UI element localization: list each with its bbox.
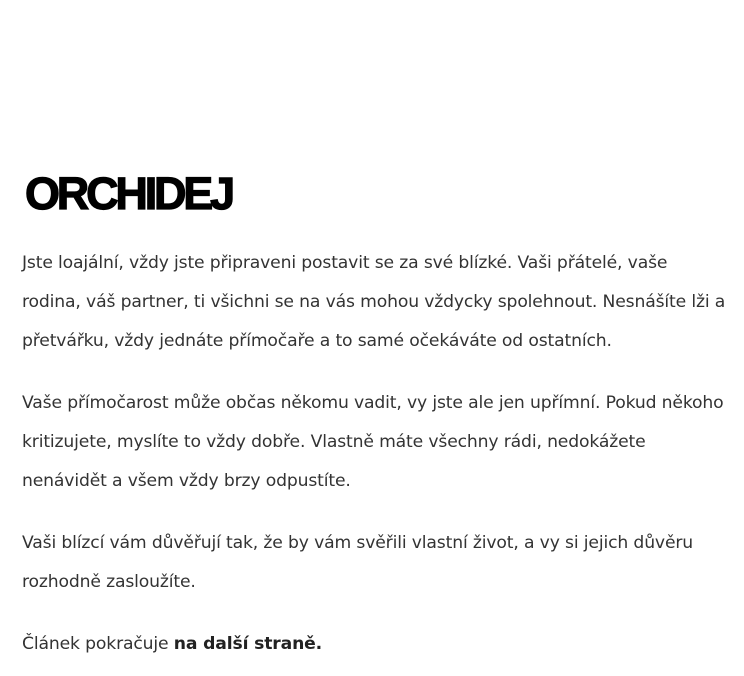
article-paragraph-3: Vaši blízcí vám důvěřují tak, že by vám svěřili vlastní život, a vy si jejich důvěru rozhodně zasloužíte. bbox=[22, 533, 694, 592]
article-content bbox=[22, 168, 726, 664]
article-paragraph-1: Jste loajální, vždy jste připraveni postavit se za své blízké. Vaši přátelé, vaše rodina, váš partner, ti všichni se na vás mohou vždycky spolehnout. Nesnášíte lži a přetvářku, vždy jednáte přímočaře a to samé očekáváte od ostatních. bbox=[22, 253, 726, 351]
continuation-text: Článek pokračuje bbox=[22, 634, 174, 654]
next-page-link-text: na další straně. bbox=[173, 634, 323, 654]
continuation-paragraph bbox=[22, 625, 726, 664]
article-heading: ORCHIDEJ bbox=[25, 168, 232, 219]
article-paragraph-2: Vaše přímočarost může občas někomu vadit, vy jste ale jen upřímní. Pokud někoho kritizujete, myslíte to vždy dobře. Vlastně máte všechny rádi, nedokážete nenávidět a všem vždy brzy odpustíte. bbox=[22, 393, 724, 491]
